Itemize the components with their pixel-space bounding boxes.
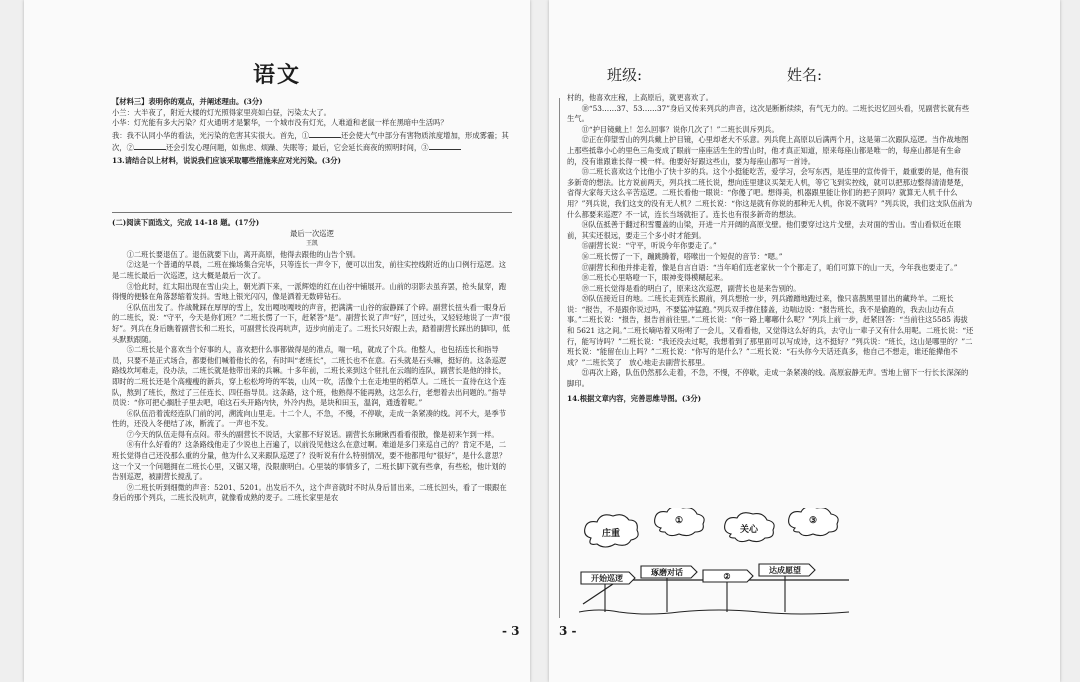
story-paragraph: ⑧有什么好看的？这条路线他走了少说也上百遍了，以前没见他这么在意过啊。难道是多门来巡自己的？肯定不是，二班长觉得自己还没那么重的分量，他为什么又来跟队巡逻了？没听说有什么特别情况，要不他都甩句“很好”，是什么意思？这一个又一个问题拥在二班长心里，又锯又堵，没限康明白。心里装的事情多了，二班长脚下就有些拿，有些松，他计划的告别巡逻，被副营长搅乱了。	[112, 440, 507, 482]
story-paragraph: ⑩“53……37、53……37”身后又传来列兵的声音，这次是断断续续，有气无力的。二班长迟忆回头看，见副营长就有些生气。	[567, 103, 970, 124]
mind-map-diagram	[579, 508, 859, 620]
name-field	[787, 64, 892, 85]
story-paragraph: 村的，他喜欢庄稼，上高原后，就更喜欢了。	[567, 93, 713, 102]
reading-passage-continued	[567, 93, 975, 404]
story-paragraph: ⑨二班长听到细微的声音：5201、5201。出发后不久，这个声音就时不时从身后冒出来，二班长回头，看了一眼跟在身后的那个列兵，二班长没吭声，就像看成熟的麦子。二班长家里是农	[112, 482, 507, 503]
dialogue-line: 我：我不认同小华的看法，光污染的危害其实很大。首先，① 还会使大气中部分有害物质浓度增加，形成雾霾；其次，② 还会引发心理问题，如焦虑、烦躁、失眠等；最后，它会延长商夜的照明时间，③	[112, 130, 509, 153]
story-paragraph: ⑳队伍接近目的地。二班长走到连长跟前，列兵想抢一步，列兵蹭蹭地跑过来，像只喜鹊黑里冒出的藏羚羊。二班长说：“报告，不是跟你说过吗，不要猛冲猛跑。”列兵双手撑住膝盖，边喘边说：“报告班长，我不是偷跑的，我去山边有点事。”二班长说：“报告，报告首前往里。”二班长说：“你一路上嘟嘟什么呢？”列兵上前一步，赶紧回答：“当前往这5585 海拔和 5621 这之间。”二班长嘀咕着又吩咐了一会儿，又看看他，又觉得这么好的兵，去守山一辈子又有什么用呢。二班长说：“还行，能写诗吗？”二班长说：“我还没去过呢，我想着到了那里面可以写成诗，这不挺好？”列兵说：“班长，这山是哪里的？”二班长说：“能留在山上吗？”二班长说：“你写的是什么？”二班长说：“石头你今天话还真多，他自己不想走，谁还能撵他不成？”二班长笑了 放心地走去副营长那里。	[567, 294, 974, 367]
story-paragraph: ①二班长要退伍了。退伍就要下山，离开高原，他得去跟他的山告个别。	[126, 249, 361, 259]
signpost-label-4: 达成愿望	[769, 565, 801, 575]
cloud-label-2[interactable]: ①	[674, 516, 684, 526]
story-paragraph: ⑤二班长是个喜欢当个好事的人，喜欢把什么事都做得是的准点，喘一吼，就成了个兵。他整人，也包括连长和指导员，只要不是正式场合，都要他们喊着他长的名，有时叫“老班长”，二班长也不在意。石头就是石头嘛，挺好的。这条巡逻路线坎坷难走，没办法，二班长就是他带出来的兵嘛。十多年前，二班长来到这个驻扎在云端的连队，副营长是他的排长，即时的二班长还是个高瘦瘦的新兵，穿上松松垮垮的军装，山风一吹，活像个土在走地里的稻草人。二班长一直待在这个连队，熬到了班长，熬过了三任连长、四任指导员。这条路，这个班，他熟得不能再熟，这怎么行，老想着去出问题的。”指导员说：“你可把心搁肚子里去吧，咱这石头开路内快，外冷内热，是块和田玉，温润，通透着呢。”	[112, 345, 507, 408]
story-paragraph: ⑲二班长觉得是看的明白了，原来这次巡逻，副营长也是来告别的。	[581, 283, 801, 293]
cloud-label-4[interactable]: ③	[808, 516, 818, 526]
story-paragraph: ⑯二班长愣了一下，蹦跳腾着，嗒喉出一个短促的音节：“嗯。”	[581, 251, 783, 261]
story-paragraph: ⑦今天的队伍走得有点闷。带头的副营长不说话，大家都不好说话。副营长东瞅瞅西看看很散，像是初来乍到一样。	[126, 429, 499, 439]
story-paragraph: ⑥队伍沿着流经连队门前的河，溯流向山里走。十二个人，不急，不慢，不停歇，走成一条紧凑的线。河不大，是季节性的，还没入冬便结了冰，断流了。一声也不发。	[112, 408, 507, 429]
page-number-left: - 3	[502, 624, 520, 638]
question-14: 14.根据文章内容，完善思维导图。(3分)	[567, 393, 702, 403]
story-paragraph: ⑭队伍抵善于翻过积雪覆盖的山梁，开进一片开阔的高原戈壁。他们要穿过这片戈壁，去对面的雪山。雪山看似近在眼前，其实还很远，要走三个多小时才能到。	[567, 220, 962, 240]
dialogue-line: 小兰：大半夜了，附近大楼的灯光照得家里亮如白昼，污染太大了。	[112, 107, 331, 117]
page-number-right: 3 -	[559, 624, 577, 638]
cloud-label-1: 庄重	[601, 529, 620, 539]
story-paragraph: ③恰此时，红太阳出现在雪山尖上，朝光洒下来，一派辉煌的红在山谷中铺展开。山前的羽影去虽弃罢，抢头鼠穿，跑得慢的便躲在角落瑟缩着发抖。雪地上银光闪闪，像是洒着无数碎钻石。	[112, 281, 507, 302]
answer-blank[interactable]	[309, 129, 341, 138]
story-paragraph: ⑪“护目镜戴上！怎么回事？说你几次了！”二班长训斥列兵。	[581, 124, 779, 134]
signpost-label-2: 琢磨对话	[651, 567, 683, 577]
question-material-three: 【材料三】表明你的观点，并阐述理由。(3分)	[112, 97, 263, 106]
binding-rule	[559, 98, 560, 618]
story-paragraph: ④队伍出发了。作战靴踩在厚厚的雪上，发出嘎吱嘎吱的声音，把满满一山谷的寂静踩了个碎。副营长扭头看一眼身后的二班长，说：“守平，今天是你们班？”二班长愣了一下，赶紧答“是”。副营长说了声“好”，回过头，又轻轻地说了一声“很好”。列兵在身后瞧着副营长和二班长，可副营长没再吭声，迈步向前走了。二班长只好跟上去，踏着副营长踩出的脚印，低头默默跟随。	[112, 302, 511, 344]
right-page	[549, 0, 1060, 682]
reading-passage	[112, 218, 512, 504]
name-label: 姓名:	[787, 66, 823, 84]
material-three-block	[112, 97, 512, 167]
section-heading: (二)阅读下面选文，完成 14-18 题。(17分)	[112, 218, 260, 227]
story-paragraph: ⑫正在仰望雪山的列兵戴上护目镜，心里却老大不乐意。列兵爬上高原以后满两个月，这是第二次跟队巡逻。当作战地图上那些抵靠小心的里色三角变成了眼前一座座活生生的雪山时，他才真正知道，原来每座山都是唯一的，每座山都是有生命的，没有谁跟谁长得一模一样。他要好好跟这些山，要为每座山都写一首诗。	[567, 135, 969, 166]
story-paragraph: ②这是一个普通的早晨，二班在操场集合完毕，只等连长一声令下，便可以出发，前往实控线附近的山口例行巡逻。这是二班长最后一次巡逻，这大概是最后一次了。	[112, 260, 507, 280]
story-author: 王凯	[305, 240, 318, 248]
ground-line	[579, 610, 849, 614]
answer-blank[interactable]	[429, 141, 461, 150]
story-paragraph: ㉑再次上路，队伍仍然那么走着，不急，不慢，不停歇，走成一条紧凑的线。高原寂静无声。雪地上留下一行长长深深的脚印。	[567, 368, 969, 389]
signpost-label-1: 开始巡逻	[591, 573, 623, 583]
story-paragraph: ⑮副营长说：“守平，听说今年你要走了。”	[581, 241, 717, 251]
answer-blank[interactable]	[134, 141, 166, 150]
left-page	[24, 0, 530, 682]
story-paragraph: ⑱二班长心里咯噔一下，眼神变得模糊起来。	[581, 273, 728, 283]
class-label: 班级:	[607, 66, 643, 84]
cloud-label-3: 关心	[739, 525, 758, 535]
page-title: 语文	[252, 62, 301, 88]
question-13: 13.请结合以上材料，说说我们应该采取哪些措施来应对光污染。(3分)	[112, 155, 341, 165]
class-field	[607, 64, 712, 85]
story-title: 最后一次巡逻	[290, 228, 334, 238]
story-paragraph: ⑬二班长喜欢这个比他小了快十岁的兵。这个小挺能吃苦，爱学习，会写东西，是连里的宣传骨干，最重要的是，他有很多新奇的想法。比方说前两天，列兵找二班长说，想向连里建议买架无人机，等它飞到实控线，就可以把那边整得清清楚楚，省得大家每天这么辛苦巡逻。二班长看他一眼说：“你傻了吧。想得美，机器跟里能让你们的把子顶吗？就算无人机千什么用？”列兵说，我们这支的没有无人机？二班长说：“你这是就有你说的那种无人机，你说不就吗？”列兵说，我们这支队伍前为什么都要来巡逻？不一试，连长当场就拒了。连长也有很多新奇的想法。	[567, 167, 973, 219]
signpost-label-3[interactable]: ②	[723, 571, 731, 581]
dialogue-line: 小华：灯光能有多大污染？灯火通明才是繁华，一个城市没有灯光，人难道和老鼠一样在黑暗中生活吗？	[112, 118, 448, 128]
story-paragraph: ⑰副营长和他并排走着，像是自言自语：“当年咱们连老家伙一个个都走了，咱们可算下的山一天，今年我也要走了。”	[581, 262, 958, 272]
section-divider	[112, 212, 512, 213]
